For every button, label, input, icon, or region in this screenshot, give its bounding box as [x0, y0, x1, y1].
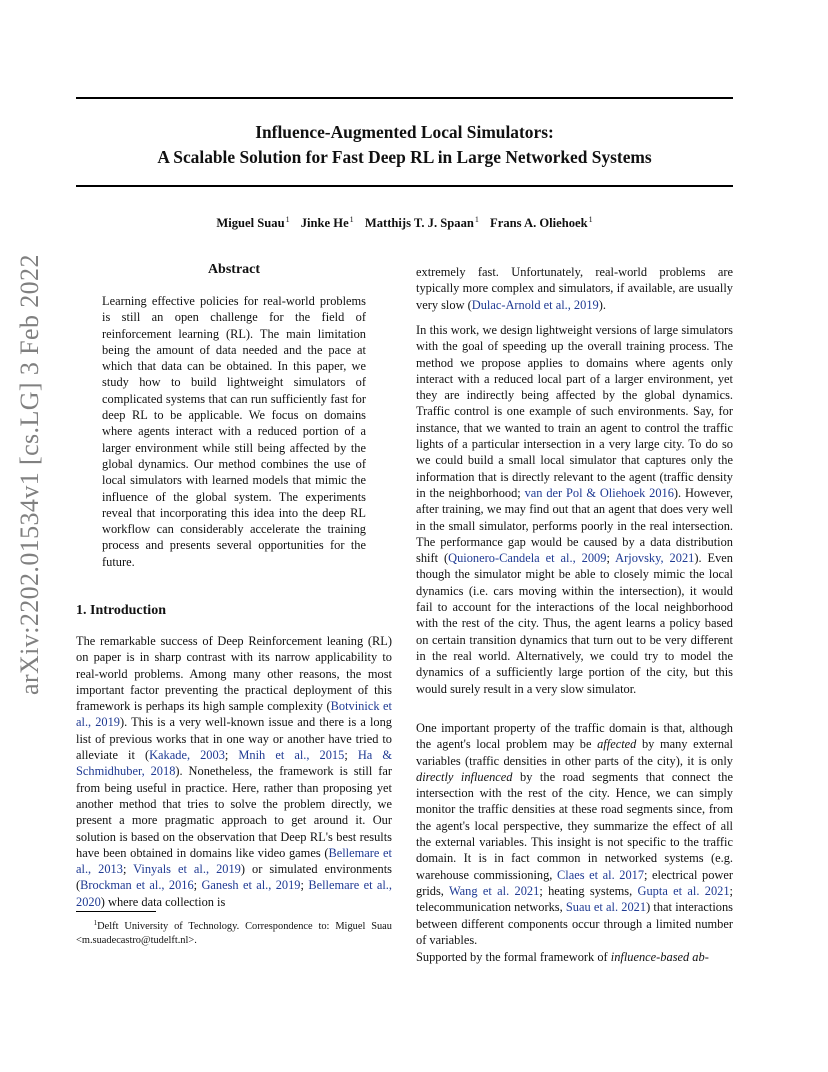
citation-link[interactable]: Kakade, 2003: [149, 748, 225, 763]
citation-link[interactable]: Ganesh et al., 2019: [201, 878, 301, 893]
right-paragraph-2: In this work, we design lightweight versions of large simulators with the goal of speeding up the overall training process. The method we propose applies to domains where agents only interact with a reduced local part of a larger environment, yet they are indirectly being affected by the global dynamics. Traffic control is one example of such environments. Say, for instance, that we wanted to train an agent to control the traffic lights of a particular intersection in a very large city. To do so we could build a small local simulator that captures only the information that is directly relevant to the agent (traffic density in the neighborhood; van der Pol & Oliehoek 2016). However, after training, we may find out that an agent that does very well in the small simulator, performs poorly in the real intersection. The performance gap would be caused by a data distribution shift (Quionero-Candela et al., 2009; Arjovsky, 2021). Even though the simulator might be able to closely mimic the local dynamics (i.e. cars moving within the intersection), it would fail to account for the interactions of the local neighborhood with the rest of the city. Thus, the agent learns a policy based on certain transition dynamics that turn out to be very different in the real world. Alternatively, we could try to model the dynamics of a sufficiently large portion of the city, but this would surely result in a very slow simulator.: [416, 323, 733, 696]
author: Matthijs T. J. Spaan$^1$: [364, 215, 479, 230]
citation-link[interactable]: Claes et al. 2017: [556, 867, 645, 882]
citation-link[interactable]: Wang et al. 2021: [448, 883, 540, 898]
footnote: $^1$Delft University of Technology. Correspondence to: Miguel Suau <m.suadecastro@tudelft.nl>.: [76, 919, 392, 946]
citation-link[interactable]: Suau et al. 2021: [565, 900, 647, 915]
right-paragraph-1: extremely fast. Unfortunately, real-world problems are typically more complex and simulators, if available, are usually very slow (Dulac-Arnold et al., 2019).: [416, 265, 733, 312]
author: Jinke He$^1$: [300, 215, 354, 230]
right-paragraph-4: Supported by the formal framework of influence-based ab-: [416, 950, 709, 964]
citation-link[interactable]: Mnih et al., 2015: [238, 748, 345, 763]
citation-link[interactable]: Ha & Schmidhuber, 2018: [76, 748, 392, 779]
arxiv-identifier: arXiv:2202.01534v1 [cs.LG] 3 Feb 2022: [15, 254, 44, 695]
author: Frans A. Oliehoek$^1$: [490, 215, 593, 230]
right-paragraph-3: One important property of the traffic domain is that, although the agent's local problem may be affected by many external variables (traffic densities in other parts of the city), it is only directly influenced by the road segments that connect the intersection with the rest of the city. Hence, we can simply monitor the traffic densities at these road segments since, from the agent's local perspective, they summarize the effect of all the external variables. This insight is not specific to the traffic domain. It is in fact common in networked systems (e.g. warehouse commissioning, Claes et al. 2017; electrical power grids, Wang et al. 2021; heating systems, Gupta et al. 2021; telecommunication networks, Suau et al. 2021) that interactions between different components occur through a limited number of variables.: [416, 721, 734, 947]
section-heading-introduction: 1. Introduction: [76, 603, 166, 618]
citation-link[interactable]: Bellemare et al., 2020: [76, 878, 392, 909]
paper-title-line-2: A Scalable Solution for Fast Deep RL in Large Networked Systems: [157, 147, 652, 167]
intro-paragraph: The remarkable success of Deep Reinforcement leaning (RL) on paper is in sharp contrast with its narrow applicability to real-world problems. Among many other reasons, the most important factor preventing the practical deployment of this framework is perhaps its high sample complexity (Botvinick et al., 2019). This is a very well-known issue and there is a long list of previous works that in one way or another have tried to alleviate it (Kakade, 2003; Mnih et al., 2015; Ha & Schmidhuber, 2018). Nonetheless, the framework is still far from being useful in practice. Here, rather than proposing yet another method that tries to solve the problem directly, we present a more pragmatic approach to get around it. Our solution is based on the observation that Deep RL's best results have been obtained in domains like video games (Bellemare et al., 2013; Vinyals et al., 2019) or simulated environments (Brockman et al., 2016; Ganesh et al., 2019; Bellemare et al., 2020) where data collection is: [76, 634, 392, 909]
citation-link[interactable]: Botvinick et al., 2019: [76, 699, 392, 730]
citation-link[interactable]: Brockman et al., 2016: [80, 878, 194, 893]
abstract-text: Learning effective policies for real-world problems is still an open challenge for the field of reinforcement learning (RL). The main limitation being the amount of data needed and the pace at which that data can be obtained. In this paper, we study how to build lightweight simulators of complicated systems that can run sufficiently fast for deep RL to be applicable. We focus on domains where agents interact with a reduced portion of a larger environment while still being affected by the global dynamics. Our method combines the use of local simulators with learned models that mimic the influence of the global system. The experiments reveal that incorporating this idea into the deep RL workflow can considerably accelerate the training process and presents several opportunities for the future.: [102, 294, 366, 569]
footnote-rule: [76, 911, 156, 912]
author-list: [76, 215, 733, 231]
citation-link[interactable]: Gupta et al. 2021: [637, 883, 730, 898]
paper-title-line-1: Influence-Augmented Local Simulators:: [255, 122, 554, 142]
citation-link[interactable]: Dulac-Arnold et al., 2019: [471, 297, 599, 312]
citation-link[interactable]: Bellemare et al., 2013: [76, 845, 392, 877]
author: Miguel Suau$^1$: [216, 215, 290, 230]
citation-link[interactable]: van der Pol & Oliehoek 2016: [524, 485, 674, 500]
abstract-heading: Abstract: [207, 262, 261, 277]
title-rule-top: [76, 97, 733, 99]
title-rule-bottom: [76, 185, 733, 187]
citation-link[interactable]: Quionero-Candela et al., 2009: [448, 551, 607, 566]
citation-link[interactable]: Vinyals et al., 2019: [133, 862, 241, 877]
citation-link[interactable]: Arjovsky, 2021: [615, 551, 695, 566]
